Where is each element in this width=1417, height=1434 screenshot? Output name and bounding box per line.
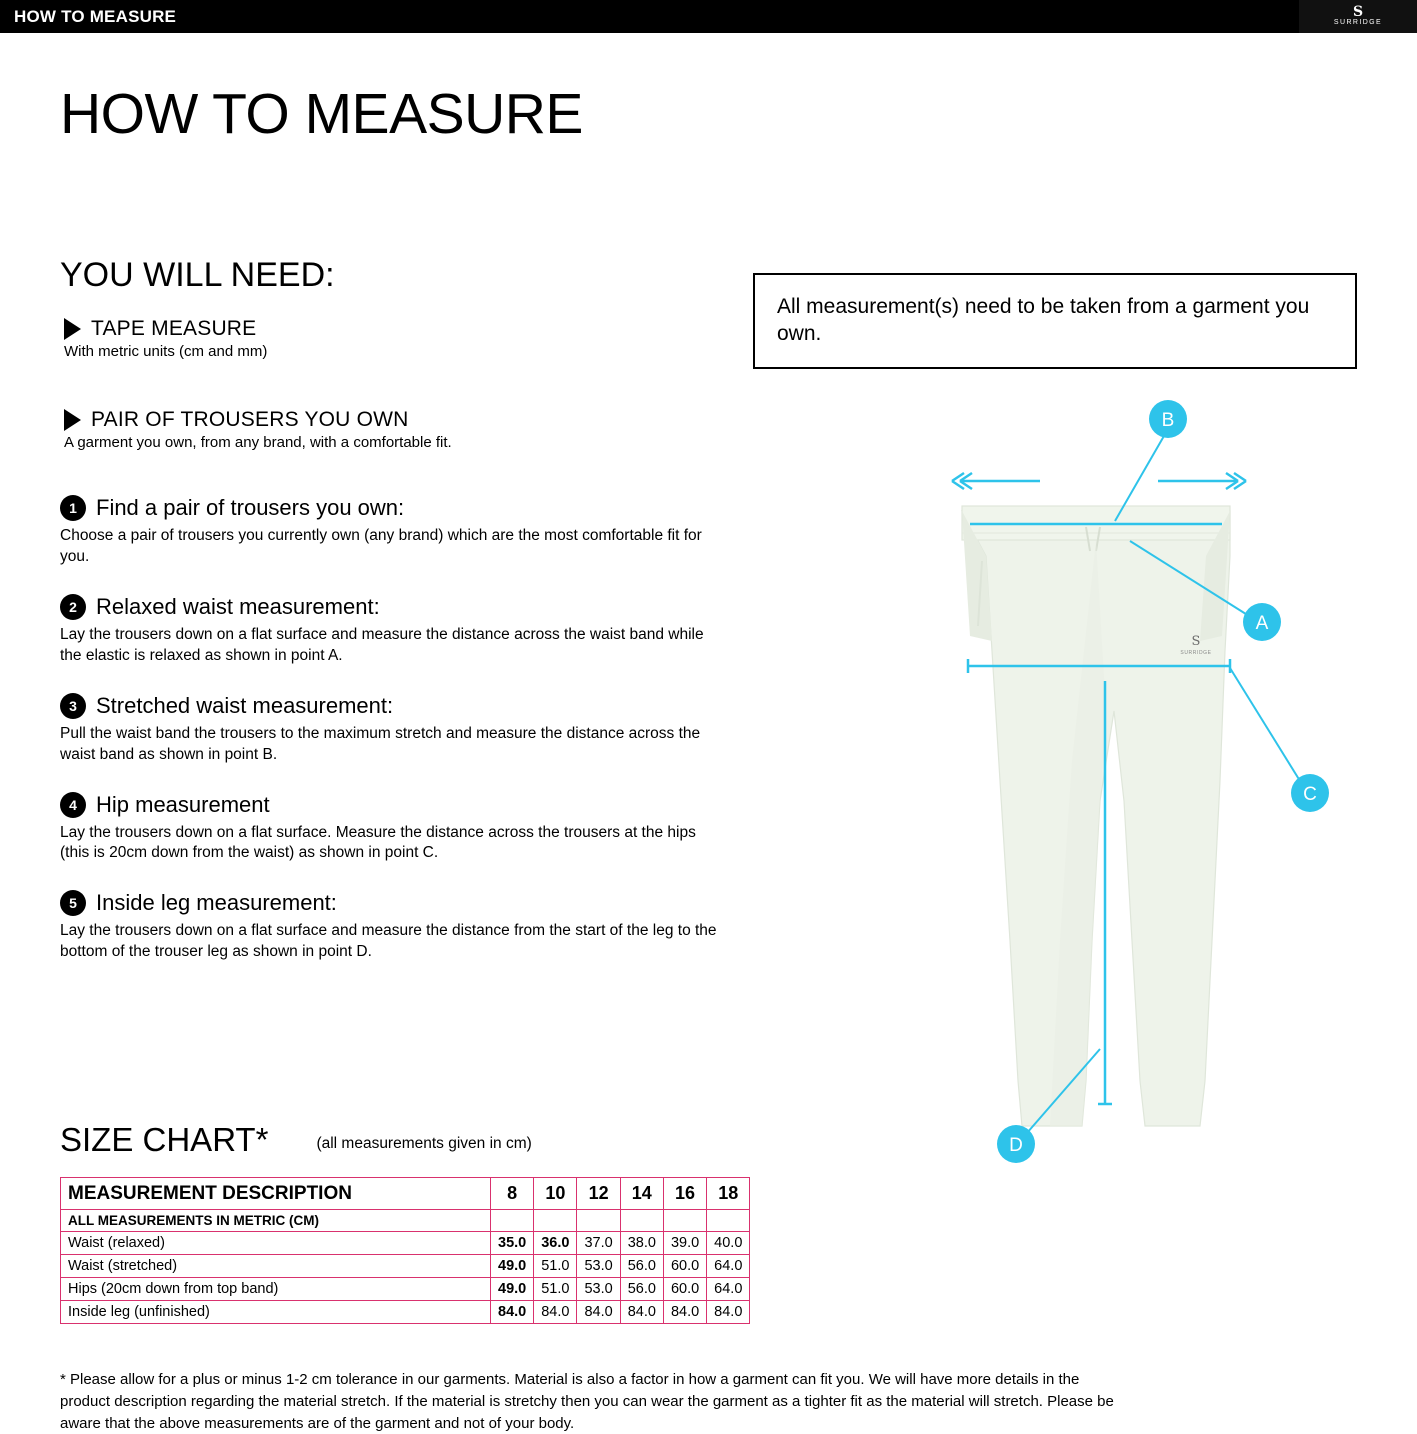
step-number-badge: 1 [60, 495, 86, 521]
cell: 36.0 [534, 1232, 577, 1255]
instructions-column [60, 256, 720, 989]
cell: 84.0 [707, 1301, 750, 1324]
page-body [0, 81, 1417, 1432]
column-header: 12 [577, 1178, 620, 1210]
brand-logo [1299, 0, 1417, 33]
size-chart-subtitle: (all measurements given in cm) [316, 1135, 532, 1152]
step-title: Find a pair of trousers you own: [96, 495, 405, 520]
cell: 39.0 [663, 1232, 706, 1255]
trousers-shape [962, 506, 1230, 1126]
step-item [60, 495, 720, 568]
triangle-bullet-icon [64, 409, 81, 431]
size-chart-table [60, 1177, 750, 1324]
step-number-badge: 5 [60, 890, 86, 916]
cell: 51.0 [534, 1278, 577, 1301]
table-row [61, 1210, 750, 1232]
cell: 51.0 [534, 1255, 577, 1278]
svg-text:B: B [1161, 410, 1175, 431]
cell [491, 1210, 534, 1232]
cell: 37.0 [577, 1232, 620, 1255]
need-sub: A garment you own, from any brand, with a comfortable fit. [64, 434, 452, 451]
need-sub: With metric units (cm and mm) [64, 343, 268, 360]
step-item [60, 792, 720, 865]
table-row [61, 1255, 750, 1278]
cell [577, 1210, 620, 1232]
step-item [60, 890, 720, 963]
cell [620, 1210, 663, 1232]
step-number-badge: 4 [60, 792, 86, 818]
row-label: Inside leg (unfinished) [61, 1301, 491, 1324]
step-title: Stretched waist measurement: [96, 692, 394, 718]
cell: 56.0 [620, 1278, 663, 1301]
cell: 40.0 [707, 1232, 750, 1255]
step-item [60, 594, 720, 667]
top-bar [0, 0, 1417, 33]
step-title: Inside leg measurement: [96, 890, 337, 916]
cell: 38.0 [620, 1232, 663, 1255]
brand-name: SURRIDGE [1333, 19, 1383, 26]
step-title: Relaxed waist measurement: [96, 593, 380, 619]
you-will-need-title: YOU WILL NEED: [60, 256, 335, 294]
cell [534, 1210, 577, 1232]
column-header: 10 [534, 1178, 577, 1210]
column-header: 8 [491, 1178, 534, 1210]
step-body: Pull the waist band the trousers to the maximum stretch and measure the distance across the waist band as shown in point B. [60, 724, 701, 763]
cell: 35.0 [491, 1232, 534, 1255]
row-label: Hips (20cm down from top band) [61, 1278, 491, 1301]
brand-mark: S [1352, 4, 1364, 20]
size-chart-title: SIZE CHART* [60, 1121, 269, 1158]
cell: 49.0 [491, 1255, 534, 1278]
row-label: Waist (stretched) [61, 1255, 491, 1278]
top-bar-title: HOW TO MEASURE [14, 6, 177, 26]
column-header: MEASUREMENT DESCRIPTION [61, 1178, 491, 1210]
step-number-badge: 2 [60, 594, 86, 620]
cell [663, 1210, 706, 1232]
triangle-bullet-icon [64, 318, 81, 340]
step-body: Lay the trousers down on a flat surface and measure the distance from the start of the leg to the bottom of the trouser leg as shown in point D. [60, 922, 717, 961]
step-title: Hip measurement [96, 791, 270, 817]
step-body: Lay the trousers down on a flat surface. Measure the distance across the trousers at the hips (this is 20cm down from the waist) as shown in point C. [60, 823, 696, 862]
cell: 84.0 [534, 1301, 577, 1324]
need-label: TAPE MEASURE [91, 317, 257, 340]
step-body: Choose a pair of trousers you currently own (any brand) which are the most comfortable fit for you. [60, 527, 702, 565]
step-number-badge: 3 [60, 693, 86, 719]
cell: 56.0 [620, 1255, 663, 1278]
table-row [61, 1278, 750, 1301]
note-box [753, 273, 1357, 369]
cell [707, 1210, 750, 1232]
cell: 53.0 [577, 1255, 620, 1278]
table-row [61, 1232, 750, 1255]
trousers-diagram [900, 381, 1370, 1181]
column-header: 18 [707, 1178, 750, 1210]
cell: 84.0 [491, 1301, 534, 1324]
page-title: HOW TO MEASURE [60, 82, 583, 146]
footnote: * Please allow for a plus or minus 1-2 cm tolerance in our garments. Material is also a factor in how a garment can fit you. We will have more details in the product description regarding the material stretch. If the material is stretchy then you can wear the garment as a tighter fit as the material will stretch. Please be aware that the above measurements are of the garment and not of your body. [60, 1371, 1114, 1432]
row-label: Waist (relaxed) [61, 1232, 491, 1255]
cell: 60.0 [663, 1255, 706, 1278]
cell: 84.0 [663, 1301, 706, 1324]
metric-note: ALL MEASUREMENTS IN METRIC (CM) [61, 1210, 491, 1232]
svg-text:D: D [1009, 1135, 1023, 1156]
svg-text:C: C [1303, 784, 1317, 805]
step-item [60, 693, 720, 766]
cell: 60.0 [663, 1278, 706, 1301]
svg-text:A: A [1255, 613, 1269, 634]
cell: 53.0 [577, 1278, 620, 1301]
steps-list [60, 495, 720, 963]
step-body: Lay the trousers down on a flat surface and measure the distance across the waist band while the elastic is relaxed as shown in point A. [60, 625, 704, 664]
table-header-row [61, 1178, 750, 1210]
svg-text:S: S [1191, 634, 1201, 649]
cell: 64.0 [707, 1278, 750, 1301]
cell: 49.0 [491, 1278, 534, 1301]
cell: 64.0 [707, 1255, 750, 1278]
need-item-trousers [60, 408, 720, 451]
cell: 84.0 [577, 1301, 620, 1324]
need-item-tape-measure [60, 317, 720, 360]
table-row [61, 1301, 750, 1324]
column-header: 16 [663, 1178, 706, 1210]
need-label: PAIR OF TROUSERS YOU OWN [91, 408, 409, 431]
size-chart-section [60, 1121, 1360, 1324]
column-header: 14 [620, 1178, 663, 1210]
svg-text:SURRIDGE: SURRIDGE [1180, 650, 1212, 656]
note-text: All measurement(s) need to be taken from a garment you own. [777, 295, 1310, 346]
cell: 84.0 [620, 1301, 663, 1324]
